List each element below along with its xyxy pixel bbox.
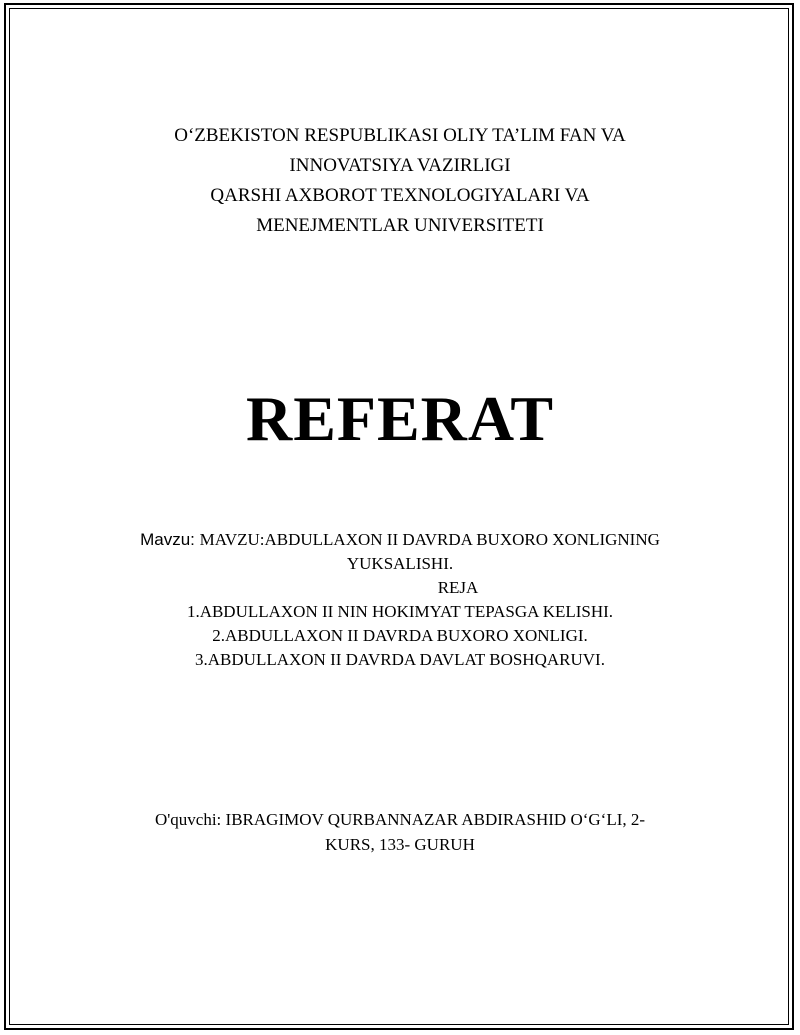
plan-heading: REJA — [437, 578, 479, 597]
topic-block — [0, 528, 800, 672]
student-text-1: IBRAGIMOV QURBANNAZAR ABDIRASHID O‘G‘LI, 2- — [225, 810, 646, 829]
topic-line-1 — [0, 528, 800, 552]
topic-text-2: YUKSALISHI. — [346, 554, 454, 573]
topic-text-1: MAVZU:ABDULLAXON II DAVRDA BUXORO XONLIGNING — [199, 530, 660, 549]
student-line-1 — [0, 807, 800, 832]
plan-item-3: 3.ABDULLAXON II DAVRDA DAVLAT BOSHQARUVI. — [195, 650, 605, 669]
student-label: O'quvchi: — [154, 810, 226, 829]
plan-item-2: 2.ABDULLAXON II DAVRDA BUXORO XONLIGI. — [212, 626, 588, 645]
topic-label: Mavzu: — [140, 530, 200, 549]
header-line-1: O‘ZBEKISTON RESPUBLIKASI OLIY TA’LIM FAN VA — [174, 125, 626, 146]
header-line-2: INNOVATSIYA VAZIRLIGI — [289, 155, 511, 176]
plan-item-1: 1.ABDULLAXON II NIN HOKIMYAT TEPASGA KELISHI. — [186, 602, 614, 621]
student-block — [0, 807, 800, 857]
header-line-3: QARSHI AXBOROT TEXNOLOGIYALARI VA — [210, 185, 590, 206]
header-line-4: MENEJMENTLAR UNIVERSITETI — [256, 215, 544, 236]
student-text-2: KURS, 133- GURUH — [325, 835, 475, 854]
institution-header — [0, 121, 800, 241]
document-title: REFERAT — [245, 383, 555, 454]
